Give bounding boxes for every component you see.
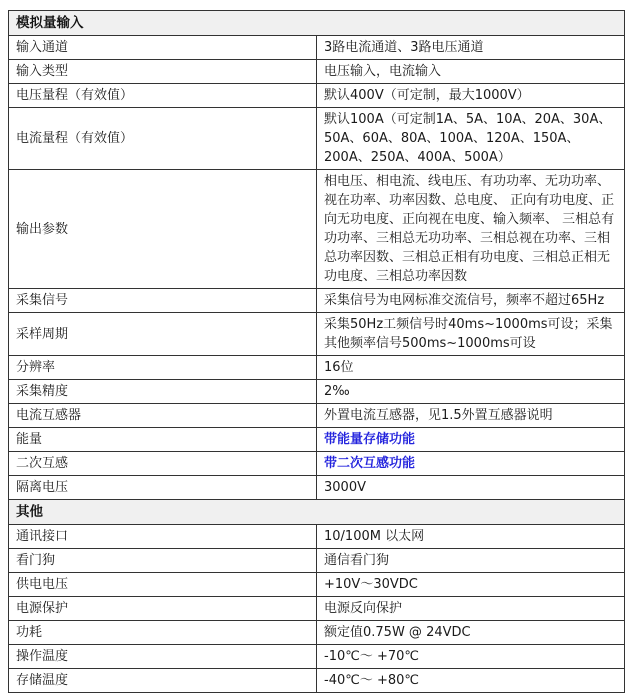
spec-label: 能量 (9, 428, 317, 452)
table-row (9, 549, 625, 573)
spec-value: 通信看门狗 (317, 549, 625, 573)
spec-label: 电压量程（有效值） (9, 84, 317, 108)
spec-label: 供电电压 (9, 573, 317, 597)
table-row (9, 404, 625, 428)
spec-label: 存储温度 (9, 669, 317, 693)
table-row (9, 525, 625, 549)
table-row (9, 108, 625, 170)
spec-label: 电流量程（有效值） (9, 108, 317, 170)
spec-value: 相电压、相电流、线电压、有功功率、无功功率、视在功率、功率因数、总电度、 正向有功电度、正向无功电度、正向视在电度、输入频率、 三相总有功功率、三相总无功功率、三相总视在功率、三相总功率因数、三相总正相有功电度、三相总正相无功电度、三相总功率因数 (317, 170, 625, 289)
spec-value: 16位 (317, 356, 625, 380)
spec-value: -40℃～ +80℃ (317, 669, 625, 693)
spec-table (8, 10, 625, 693)
table-row (9, 573, 625, 597)
table-row (9, 170, 625, 289)
spec-value: 电压输入，电流输入 (317, 60, 625, 84)
spec-label: 二次互感 (9, 452, 317, 476)
spec-label: 功耗 (9, 621, 317, 645)
spec-value: -10℃～ +70℃ (317, 645, 625, 669)
table-row (9, 289, 625, 313)
spec-value: 3路电流通道、3路电压通道 (317, 36, 625, 60)
table-row (9, 452, 625, 476)
section-header-row (9, 11, 625, 36)
spec-value: +10V～30VDC (317, 573, 625, 597)
spec-value: 带二次互感功能 (317, 452, 625, 476)
spec-label: 输入类型 (9, 60, 317, 84)
spec-label: 采集精度 (9, 380, 317, 404)
table-row (9, 313, 625, 356)
table-row (9, 621, 625, 645)
spec-label: 电流互感器 (9, 404, 317, 428)
table-row (9, 380, 625, 404)
spec-label: 分辨率 (9, 356, 317, 380)
table-row (9, 84, 625, 108)
table-row (9, 645, 625, 669)
spec-value: 2‰ (317, 380, 625, 404)
spec-value: 10/100M 以太网 (317, 525, 625, 549)
spec-value: 额定值0.75W @ 24VDC (317, 621, 625, 645)
spec-label: 通讯接口 (9, 525, 317, 549)
table-row (9, 60, 625, 84)
table-row (9, 428, 625, 452)
spec-label: 隔离电压 (9, 476, 317, 500)
spec-value: 采集50Hz工频信号时40ms~1000ms可设；采集其他频率信号500ms~1000ms可设 (317, 313, 625, 356)
table-row (9, 669, 625, 693)
spec-value: 外置电流互感器，见1.5外置互感器说明 (317, 404, 625, 428)
spec-value: 带能量存储功能 (317, 428, 625, 452)
section-title: 模拟量输入 (9, 11, 625, 36)
spec-table-body (9, 11, 625, 693)
spec-label: 采样周期 (9, 313, 317, 356)
table-row (9, 476, 625, 500)
table-row (9, 36, 625, 60)
spec-label: 看门狗 (9, 549, 317, 573)
spec-value: 默认400V（可定制，最大1000V） (317, 84, 625, 108)
spec-value: 电源反向保护 (317, 597, 625, 621)
spec-label: 输入通道 (9, 36, 317, 60)
spec-value: 采集信号为电网标准交流信号，频率不超过65Hz (317, 289, 625, 313)
spec-label: 电源保护 (9, 597, 317, 621)
table-row (9, 597, 625, 621)
section-title: 其他 (9, 500, 625, 525)
table-row (9, 356, 625, 380)
spec-value: 3000V (317, 476, 625, 500)
section-header-row (9, 500, 625, 525)
spec-label: 操作温度 (9, 645, 317, 669)
spec-value: 默认100A（可定制1A、5A、10A、20A、30A、50A、60A、80A、100A、120A、150A、200A、250A、400A、500A） (317, 108, 625, 170)
spec-label: 采集信号 (9, 289, 317, 313)
spec-label: 输出参数 (9, 170, 317, 289)
